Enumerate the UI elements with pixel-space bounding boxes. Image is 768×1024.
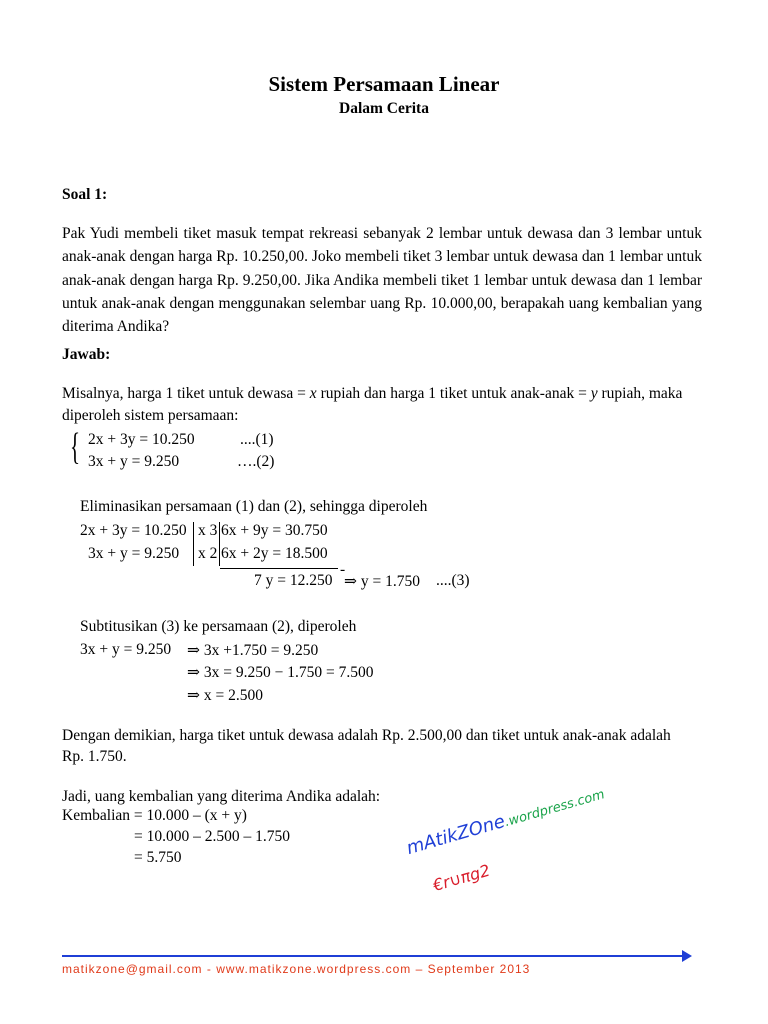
elimination-right-1: 6x + 9y = 30.750	[221, 522, 328, 539]
page-title: Sistem Persamaan Linear	[268, 72, 500, 96]
variable-x: x	[309, 385, 317, 402]
misal-text-a: Misalnya, harga 1 tiket untuk dewasa =	[62, 385, 310, 402]
footer-rule	[62, 955, 684, 957]
system-equation-1-tag: ....(1)	[240, 431, 274, 448]
soal-label: Soal 1:	[62, 186, 108, 203]
substitution-line-3: ⇒ x = 2.500	[187, 687, 263, 704]
substitution-line-1-left: 3x + y = 9.250	[80, 641, 172, 658]
elimination-multiplier-2: x 2	[198, 545, 218, 562]
elimination-result-tag: ....(3)	[436, 572, 470, 589]
system-equation-2-tag: ….(2)	[237, 453, 275, 470]
substitution-intro: Subtitusikan (3) ke persamaan (2), diperoleh	[80, 618, 357, 635]
misal-text-b: rupiah dan harga 1 tiket untuk anak-anak =	[316, 385, 591, 402]
page-subtitle: Dalam Cerita	[339, 100, 429, 117]
elimination-minus-sign: -	[340, 561, 346, 578]
kembalian-line-2: = 10.000 – 2.500 – 1.750	[134, 828, 290, 845]
footer-arrow-icon	[682, 950, 692, 962]
stamp-text-2: .wordpress.com	[502, 787, 607, 831]
substitution-line-1-right: ⇒ 3x +1.750 = 9.250	[187, 642, 319, 659]
system-equation-1: 2x + 3y = 10.250	[88, 431, 195, 448]
elimination-intro: Eliminasikan persamaan (1) dan (2), sehingga diperoleh	[80, 498, 428, 515]
jawab-label: Jawab:	[62, 346, 111, 363]
variable-y: y	[590, 385, 598, 402]
stamp-text-1: mAtikZOne	[404, 810, 508, 859]
elimination-divider-2	[219, 522, 220, 566]
elimination-left-1: 2x + 3y = 10.250	[80, 522, 187, 539]
system-brace: {	[70, 426, 81, 468]
misal-line-1	[62, 385, 682, 403]
misal-text-c: rupiah, maka	[597, 385, 683, 402]
stamp-text-3: €r∪πg2	[430, 860, 493, 895]
conclusion-line-2: Rp. 1.750.	[62, 748, 127, 765]
system-equation-2: 3x + y = 9.250	[88, 453, 180, 470]
elimination-result: 7 y = 12.250	[254, 572, 333, 589]
kembalian-line-1: Kembalian = 10.000 – (x + y)	[62, 807, 247, 824]
elimination-right-2: 6x + 2y = 18.500	[221, 545, 328, 562]
elimination-left-2: 3x + y = 9.250	[88, 545, 180, 562]
elimination-subtraction-line	[220, 568, 338, 569]
elimination-divider	[193, 522, 194, 566]
jadi-line: Jadi, uang kembalian yang diterima Andika adalah:	[62, 788, 381, 805]
misal-line-2: diperoleh sistem persamaan:	[62, 407, 239, 424]
substitution-line-2: ⇒ 3x = 9.250 − 1.750 = 7.500	[187, 664, 374, 681]
watermark-stamp	[404, 782, 607, 859]
elimination-y-value: ⇒ y = 1.750	[344, 573, 420, 590]
kembalian-line-3: = 5.750	[134, 849, 182, 866]
page-footer: matikzone@gmail.com - www.matikzone.wordpress.com – September 2013	[62, 962, 531, 976]
soal-paragraph: Pak Yudi membeli tiket masuk tempat rekreasi sebanyak 2 lembar untuk dewasa dan 3 lembar untuk anak-anak dengan harga Rp. 10.250,00. Joko membeli tiket 3 lembar untuk dewasa dan 1 lembar untuk anak-anak dengan harga Rp. 9.250,00. Jika Andika membeli tiket 1 lembar untuk dewasa dan 1 lembar untuk anak-anak dengan menggunakan selembar uang Rp. 10.000,00, berapakah uang kembalian yang diterima Andika?	[62, 225, 702, 336]
conclusion-line-1: Dengan demikian, harga tiket untuk dewasa adalah Rp. 2.500,00 dan tiket untuk anak-anak adalah	[62, 727, 671, 744]
elimination-multiplier-1: x 3	[198, 522, 218, 539]
